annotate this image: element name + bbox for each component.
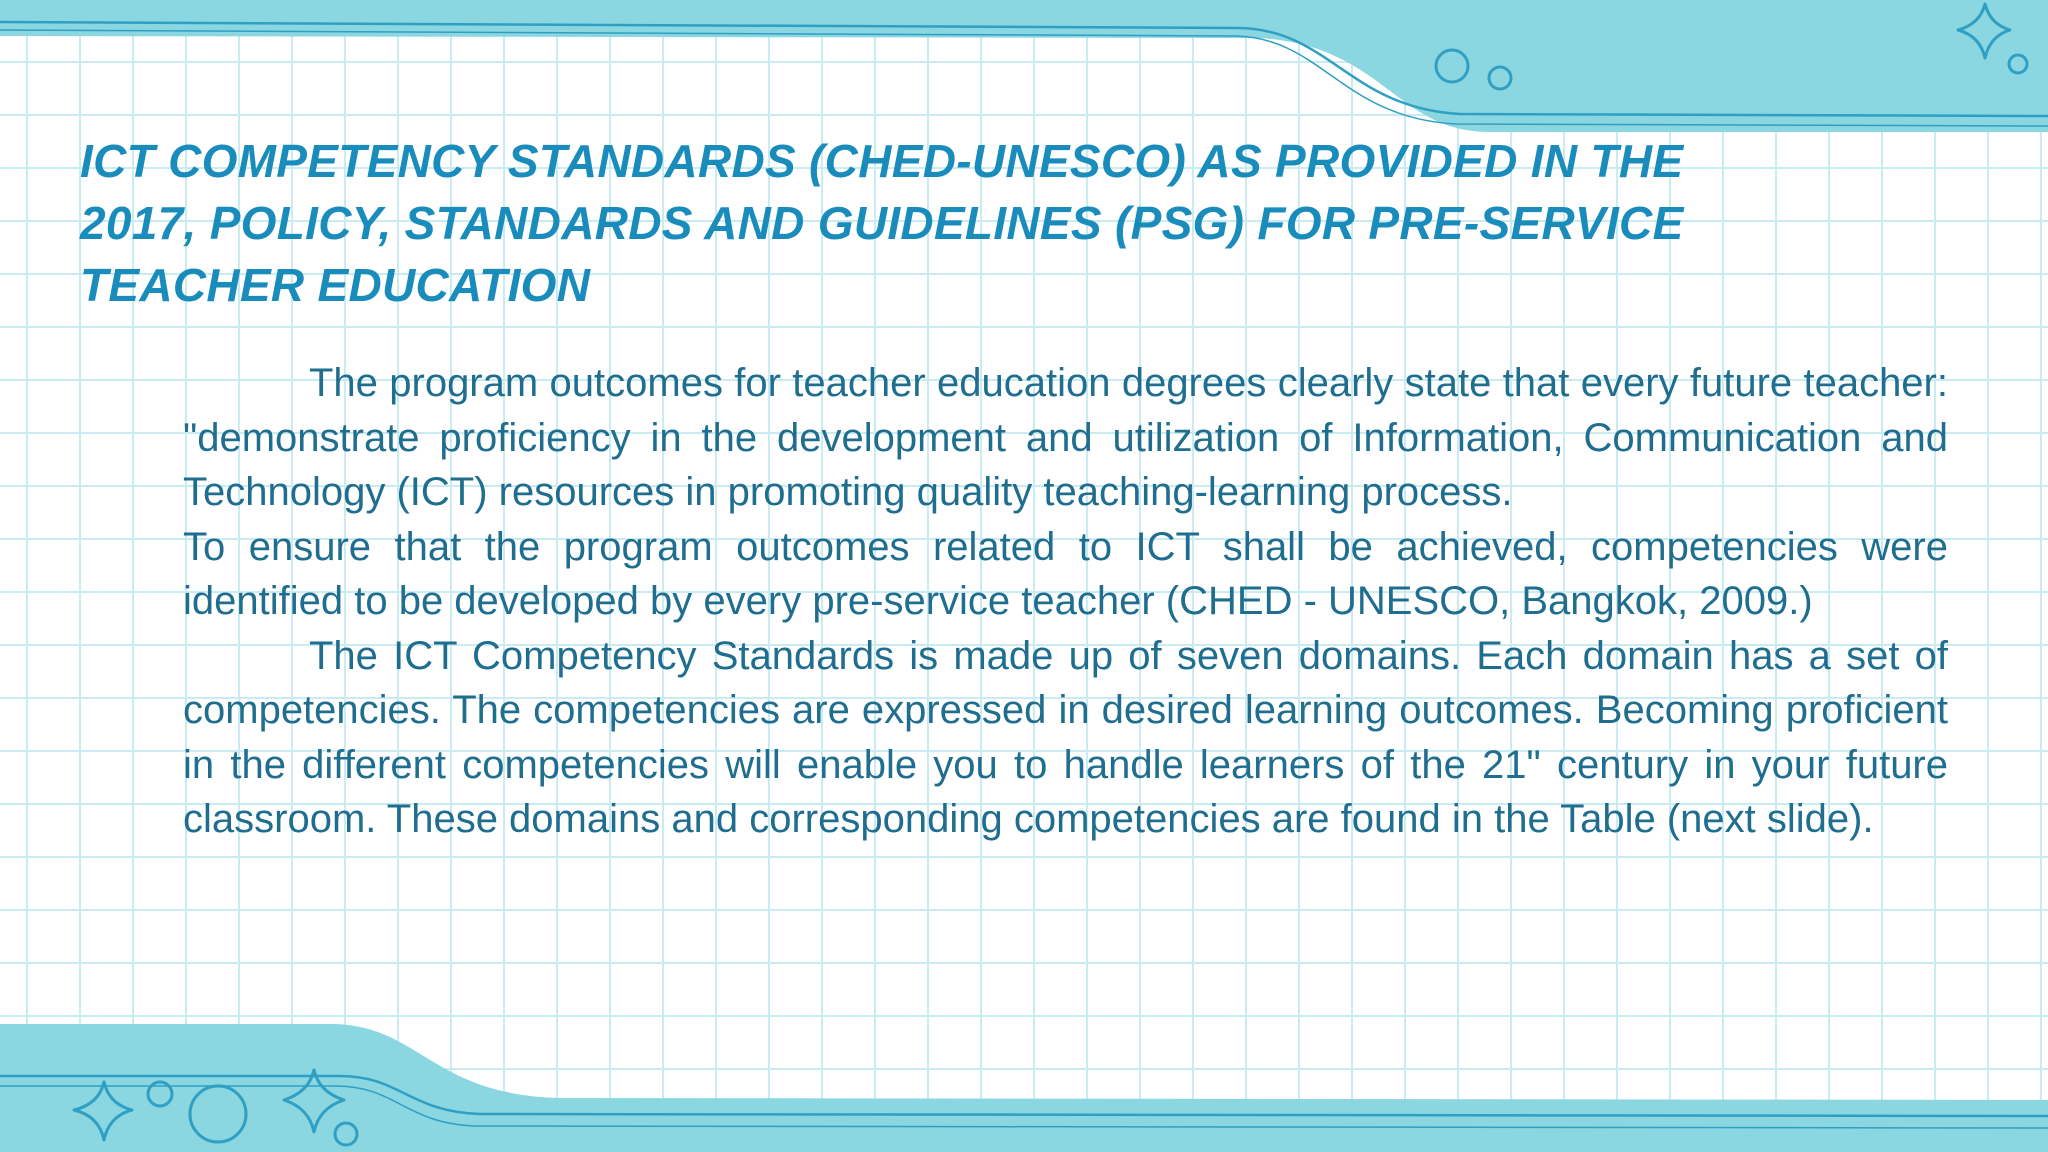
bottom-wave-band xyxy=(0,1024,2048,1152)
sparkle-star-icon xyxy=(1958,4,2010,58)
bottom-wave-outline xyxy=(0,1076,2048,1116)
sparkle-star-icon xyxy=(74,1082,132,1140)
top-wave-outline xyxy=(0,22,2048,116)
bottom-wave-outline-inner xyxy=(0,1086,2048,1128)
body-paragraph: The ICT Competency Standards is made up of seven domains. Each domain has a set of competencies. The competencies are expressed in desired learning outcomes. Becoming proficient in the different competencies will enable you to handle learners of the 21" century in your future classroom. These domains and corresponding competencies are found in the Table (next slide). xyxy=(183,633,1948,841)
top-wave-band xyxy=(0,0,2048,132)
top-wave-outline-inner xyxy=(0,30,2048,126)
circle-icon xyxy=(1436,50,1468,82)
sparkle-star-icon xyxy=(284,1070,344,1132)
slide-title: ICT COMPETENCY STANDARDS (CHED-UNESCO) AS PROVIDED IN THE 2017, POLICY, STANDARDS AND GUIDELINES (PSG) FOR PRE-SERVICE TEACHER EDUCATION xyxy=(80,135,1684,311)
circle-icon xyxy=(1489,67,1511,89)
body-paragraph: The program outcomes for teacher education degrees clearly state that every future teacher: "demonstrate proficiency in the development and utilization of Information, Communication and Technology (ICT) resources in promoting quality teaching-learning process. xyxy=(183,361,1948,514)
slide-body xyxy=(183,356,1948,847)
circle-icon xyxy=(148,1082,172,1106)
body-paragraph: To ensure that the program outcomes related to ICT shall be achieved, competencies were identified to be developed by every pre-service teacher (CHED - UNESCO, Bangkok, 2009.) xyxy=(183,524,1948,623)
circle-icon xyxy=(335,1123,357,1145)
circle-icon xyxy=(190,1086,246,1142)
circle-icon xyxy=(2009,55,2027,73)
